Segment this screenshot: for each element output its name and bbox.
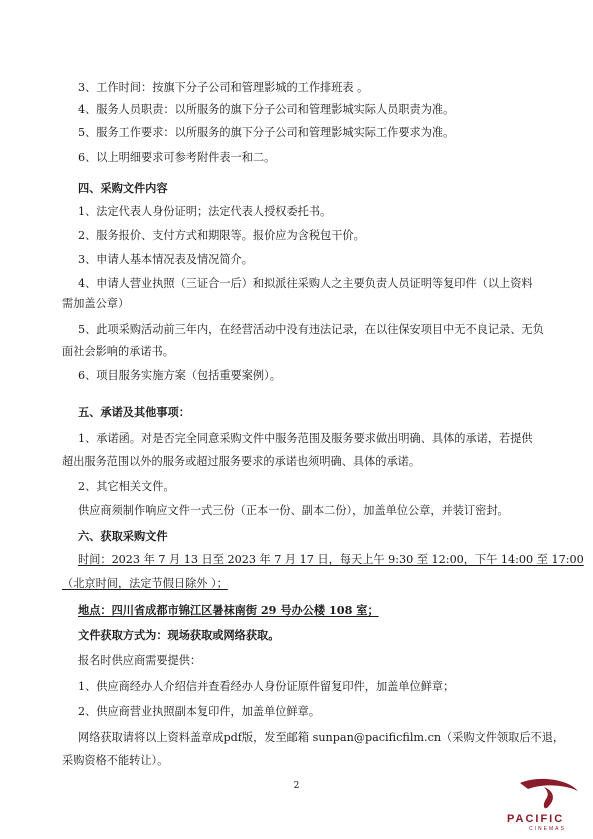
text-line: 供应商须制作响应文件一式三份（正本一份、副本二份），加盖单位公章，并装订密封。 [78, 504, 509, 517]
text-line: 超出服务范围以外的服务或超过服务要求的承诺也须明确、具体的承诺。 [62, 455, 421, 468]
text-line: 文件获取方式为：现场获取或网络获取。 [78, 628, 280, 642]
text-line: 地点：四川省成都市锦江区暑袜南街 29 号办公楼 108 室； [78, 603, 379, 617]
text-line: 3、申请人基本情况表及情况简介。 [78, 253, 253, 266]
section-heading: 五、承诺及其他事项： [78, 405, 190, 419]
text-line: 面社会影响的承诺书。 [62, 345, 174, 358]
text-line: 时间：2023 年 7 月 13 日至 2023 年 7 月 17 日，每天上午 9:30 至 12:00，下午 14:00 至 17:00 [78, 553, 584, 566]
text-line: 2、其它相关文件。 [78, 480, 175, 493]
text-line: 2、服务报价、支付方式和期限等。报价应为含税包干价。 [78, 229, 365, 242]
text-line: 网络获取请将以上资料盖章成pdf版，发至邮箱 sunpan@pacificfilm.cn（采购文件领取后不退， [78, 731, 565, 744]
logo-subtitle: CINEMAS [529, 826, 566, 832]
text-line: 5、服务工作要求：以所服务的旗下分子公司和管理影城实际工作要求为准。 [78, 126, 455, 139]
section-heading: 四、采购文件内容 [78, 181, 168, 195]
text-line: 4、申请人营业执照（三证合一后）和拟派往采购人之主要负责人员证明等复印件（以上资料 [78, 277, 533, 290]
text-line: 6、以上明细要求可参考附件表一和二。 [78, 151, 276, 164]
text-line: 采购资格不能转让）。 [62, 754, 169, 767]
text-line: 报名时供应商需要提供： [78, 654, 202, 667]
text-line: 5、此项采购活动前三年内，在经营活动中没有违法记录，在以往保安项目中无不良记录、无负 [78, 323, 544, 336]
text-line: 1、承诺函。对是否完全同意采购文件中服务范围及服务要求做出明确、具体的承诺，若提供 [78, 432, 533, 445]
text-line: 需加盖公章） [62, 297, 130, 310]
page-number: 2 [293, 781, 300, 791]
text-line: 6、项目服务实施方案（包括重要案例）。 [78, 369, 281, 382]
section-heading: 六、获取采购文件 [78, 529, 168, 543]
logo-wordmark: PACIFIC [507, 813, 565, 825]
text-line: 3、工作时间：按旗下分子公司和管理影城的工作排班表 。 [78, 81, 369, 94]
text-line: （北京时间，法定节假日除外 ）； [62, 577, 228, 590]
text-line: 1、供应商经办人介绍信并查看经办人身份证原件留复印件，加盖单位鲜章； [78, 680, 455, 693]
text-line: 4、服务人员职责：以所服务的旗下分子公司和管理影城实际人员职责为准。 [78, 103, 455, 116]
text-line: 1、法定代表人身份证明；法定代表人授权委托书。 [78, 205, 332, 218]
text-line: 2、供应商营业执照副本复印件，加盖单位鲜章。 [78, 705, 321, 718]
